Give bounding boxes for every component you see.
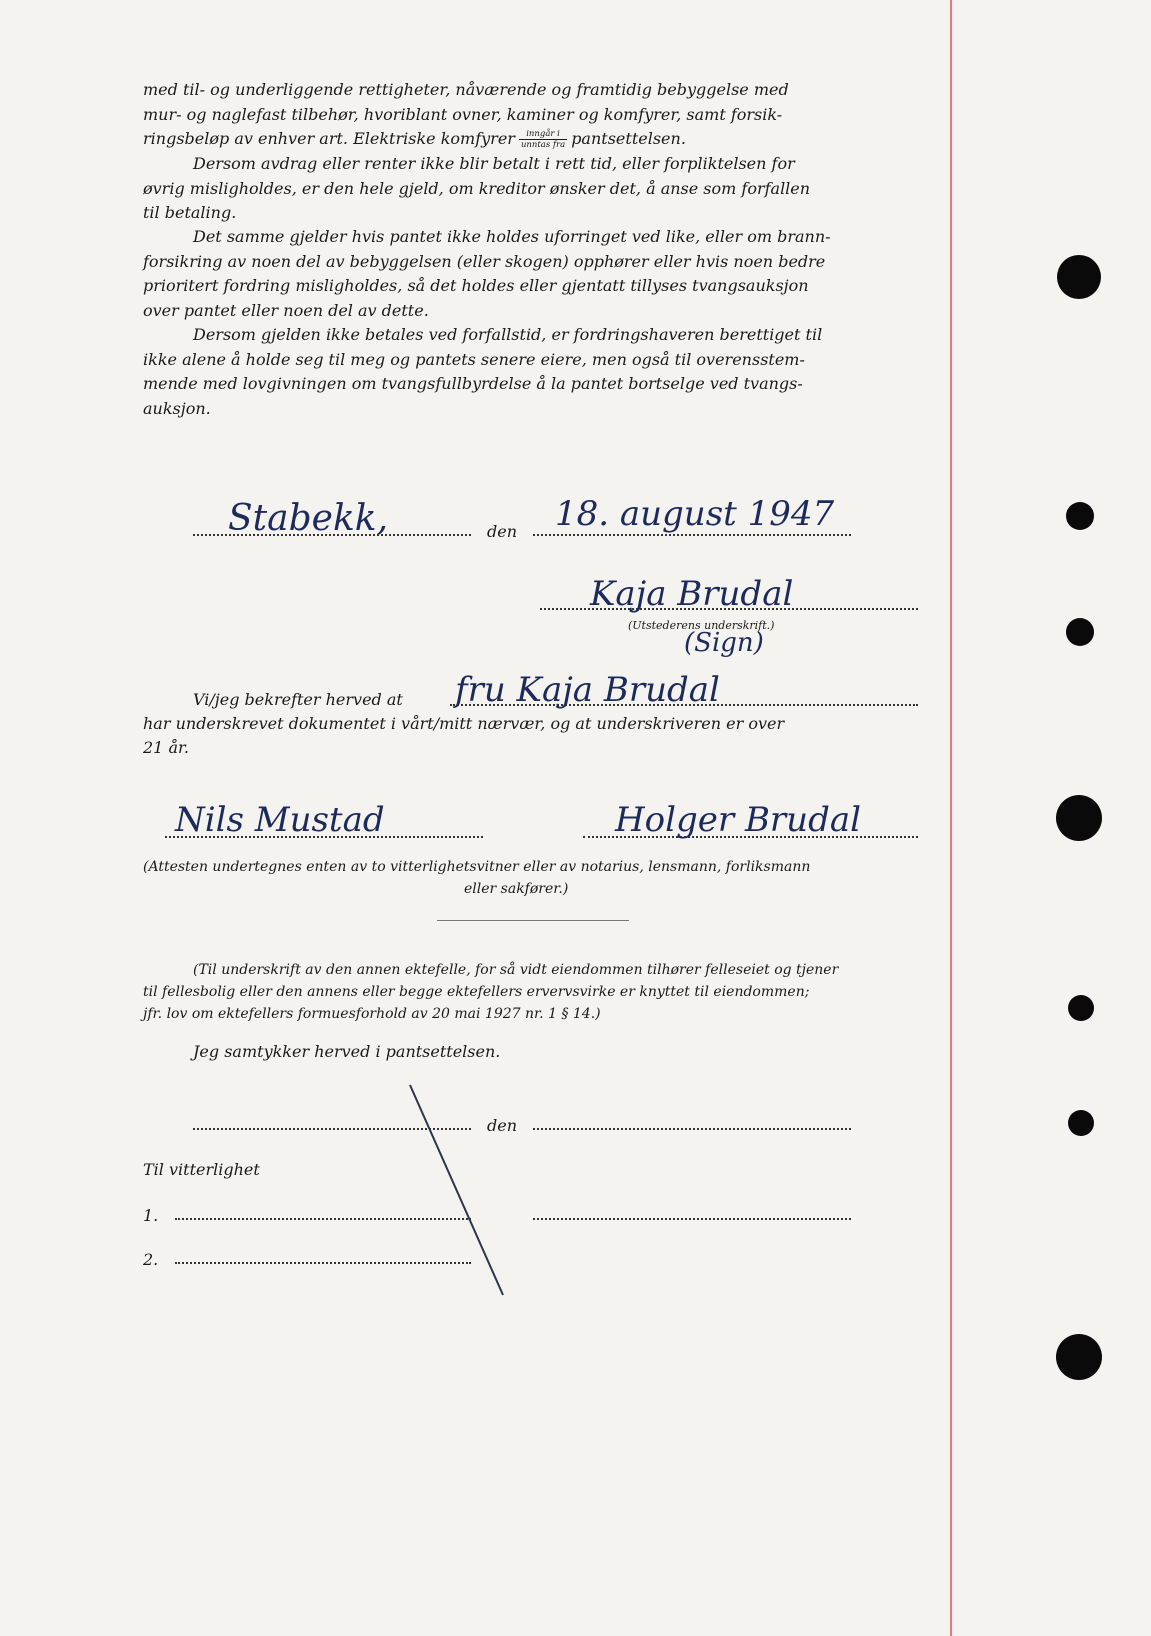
- clause-line: med til- og underliggende rettigheter, nåværende og framtidig bebyggelse med: [143, 80, 789, 99]
- confirmed-person-name: fru Kaja Brudal: [455, 670, 720, 710]
- issuer-caption: (Utstederens underskrift.): [628, 619, 775, 632]
- spouse-note-line-1: (Til underskrift av den annen ektefelle, for så vidt eiendommen tilhører felleseiet og tjener: [193, 962, 839, 978]
- issuer-signature: Kaja Brudal: [590, 574, 794, 614]
- clause-line: auksjon.: [143, 398, 211, 418]
- confirmation-line-2: har underskrevet dokumentet i vårt/mitt nærvær, og at underskriveren er over: [143, 714, 785, 733]
- clause-line: Dersom gjelden ikke betales ved forfallstid, er fordringshaveren berettiget til: [193, 325, 823, 344]
- clause-line: øvrig misligholdes, er den hele gjeld, om kreditor ønsker det, å anse som forfallen: [143, 178, 811, 198]
- choice-exclude: unntas fra: [520, 140, 566, 150]
- clause-line: mende med lovgivningen om tvangsfullbyrdelse å la pantet bortselge ved tvangs-: [143, 374, 803, 393]
- witness-right-signature: Holger Brudal: [615, 800, 861, 840]
- date-den-label: den: [487, 522, 518, 541]
- attestation-note-2: eller sakfører.): [464, 881, 569, 897]
- witness-left-signature: Nils Mustad: [175, 800, 385, 840]
- vitterlighet-heading: Til vitterlighet: [143, 1160, 260, 1179]
- clause-line: til betaling.: [143, 203, 237, 222]
- place-handwritten: Stabekk,: [228, 498, 389, 539]
- confirmation-line-3: 21 år.: [143, 738, 189, 757]
- date-handwritten: 18. august 1947: [555, 494, 835, 534]
- attestation-note-1: (Attesten undertegnes enten av to vitterlighetsvitner eller av notarius, lensmann, forliksmann: [143, 859, 811, 875]
- clause-line: prioritert fordring misligholdes, så det holdes eller gjentatt tillyses tvangsauksjon: [143, 276, 809, 295]
- clause-line: ikke alene å holde seg til meg og pantets senere eiere, men også til overensstem-: [143, 349, 805, 369]
- confirmation-prefix: Vi/jeg bekrefter herved at: [193, 690, 403, 709]
- clause-line: mur- og naglefast tilbehør, hvoriblant ovner, kaminer og komfyrer, samt forsik-: [143, 104, 783, 124]
- clause-line: over pantet eller noen del av dette.: [143, 300, 429, 320]
- clause-line-text: ringsbeløp av enhver art. Elektriske komfyrer: [143, 129, 515, 148]
- clause-line: forsikring av noen del av bebyggelsen (eller skogen) opphører eller hvis noen bedre: [143, 251, 826, 271]
- clause-line: Det samme gjelder hvis pantet ikke holdes uforringet ved like, eller om brann-: [193, 227, 831, 246]
- consent-text: Jeg samtykker herved i pantsettelsen.: [193, 1042, 501, 1061]
- choice-include: inngår i: [519, 129, 567, 140]
- clause-line-tail: pantsettelsen.: [571, 129, 686, 148]
- spouse-note-line-2: til fellesbolig eller den annens eller begge ektefellers ervervsvirke er knyttet til eiendommen;: [143, 984, 810, 1000]
- consent-den-label: den: [487, 1116, 518, 1135]
- spouse-note-line-3: jfr. lov om ektefellers formuesforhold av 20 mai 1927 nr. 1 § 14.): [143, 1006, 601, 1022]
- clause-line: Dersom avdrag eller renter ikke blir betalt i rett tid, eller forpliktelsen for: [193, 154, 795, 173]
- witness-number-1: 1.: [143, 1206, 159, 1225]
- witness-number-2: 2.: [143, 1250, 159, 1269]
- issuer-sign-note: (Sign): [684, 628, 764, 658]
